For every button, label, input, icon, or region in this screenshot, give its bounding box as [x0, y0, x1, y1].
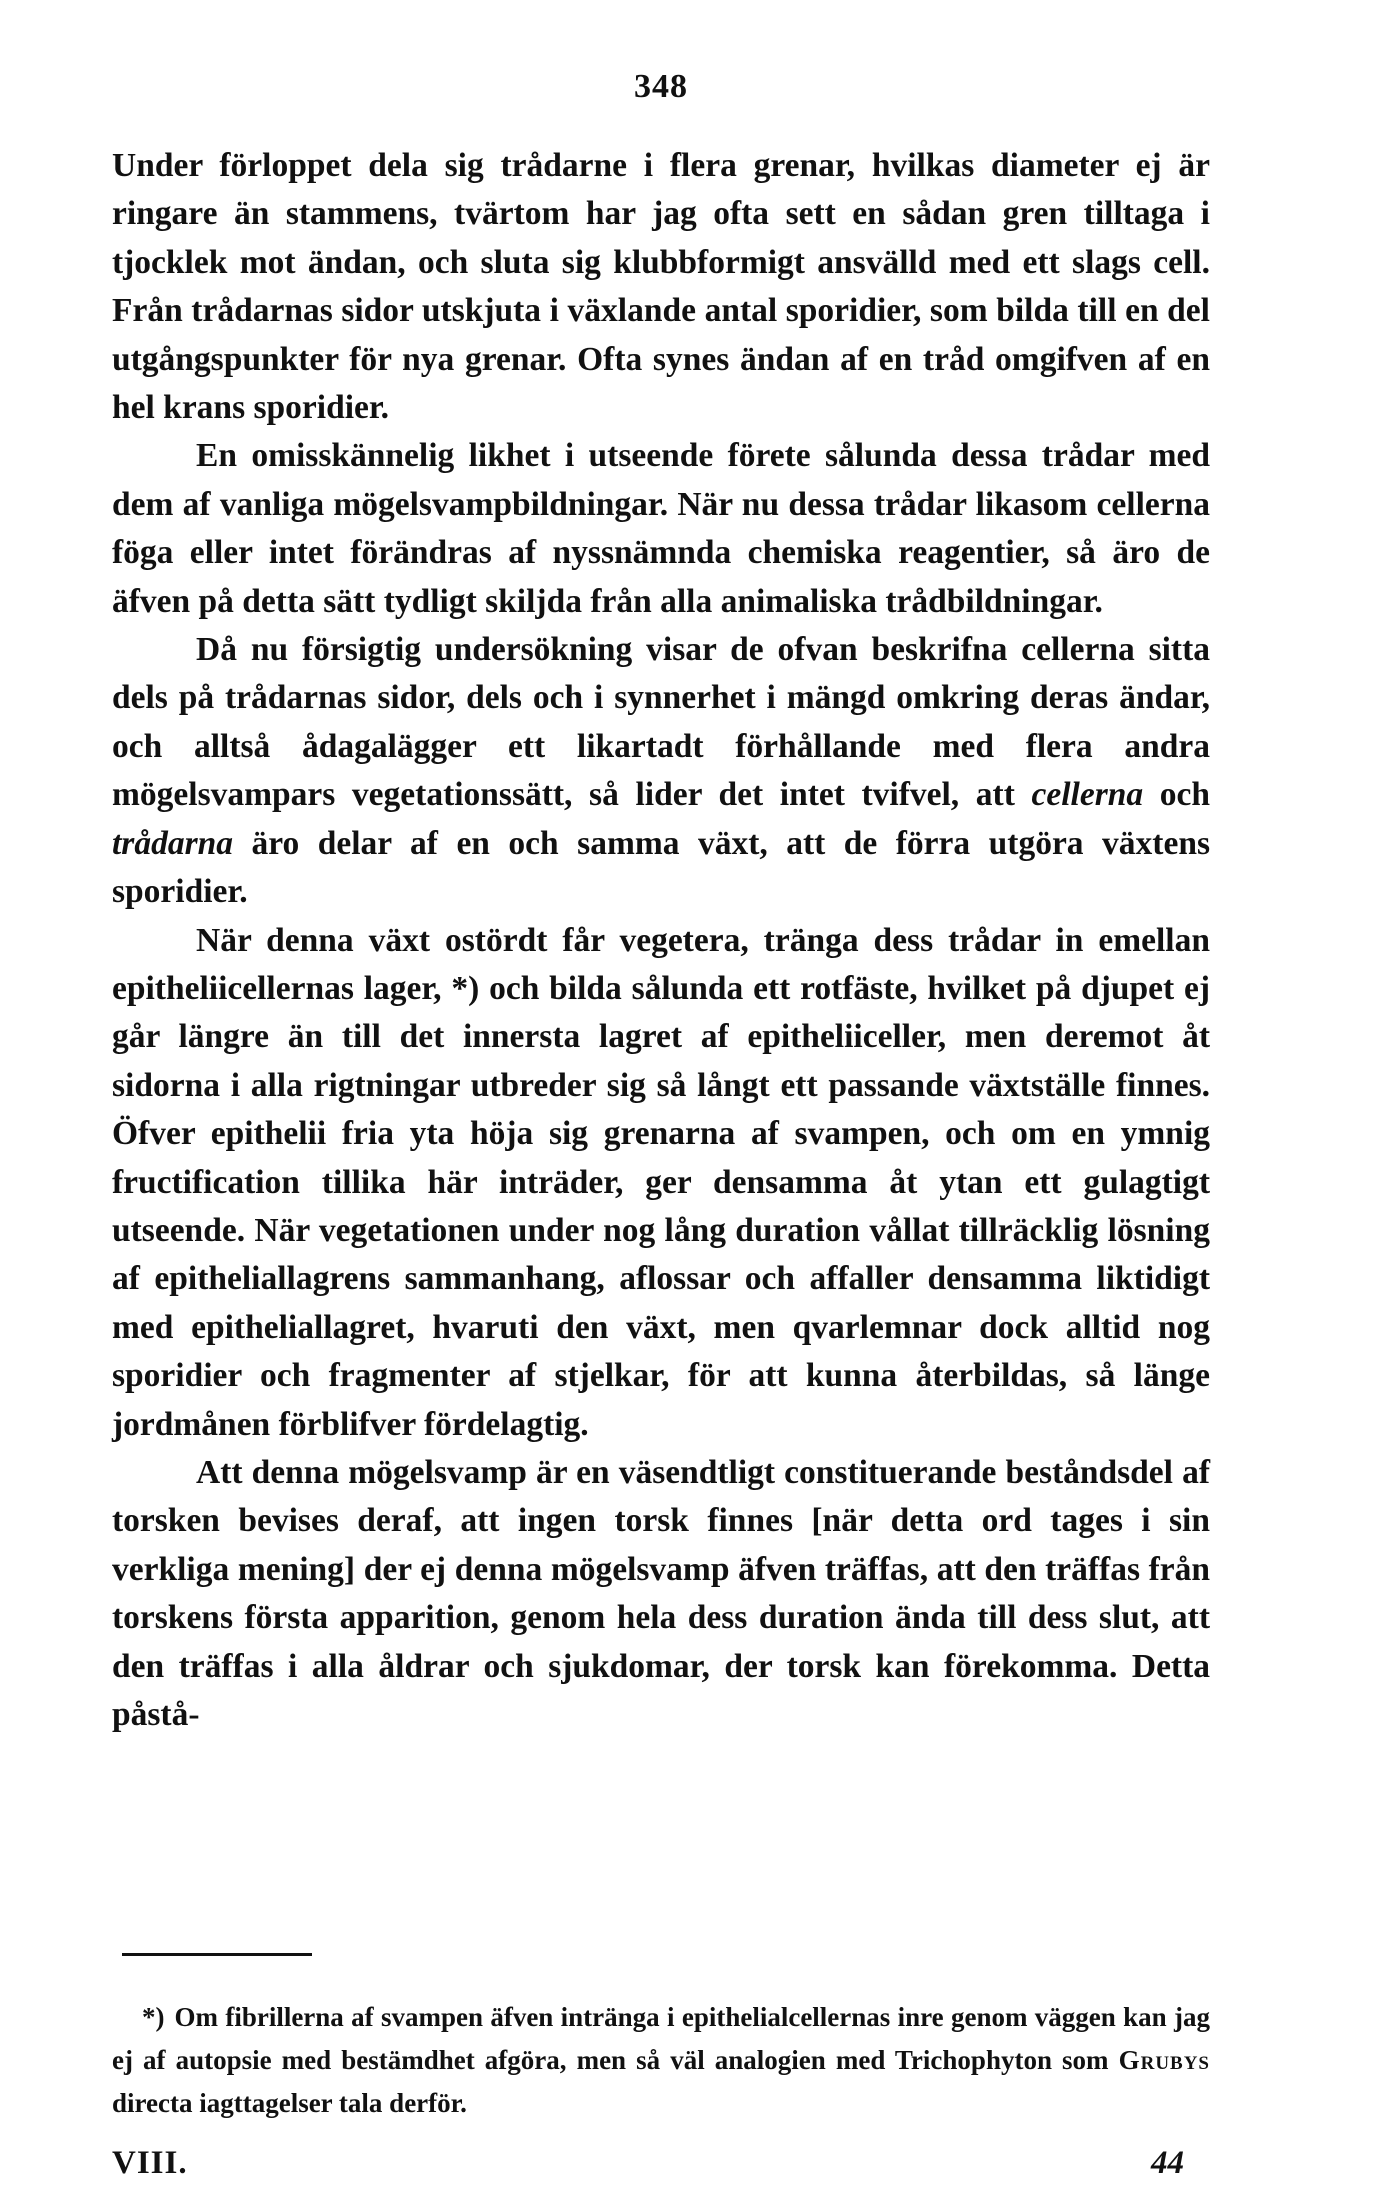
paragraph-4-part2: och bilda sålunda ett rotfäste, hvilket på djupet ej går längre än till det innersta lagret af epitheliiceller, men deremot åt sidorna i alla rigtningar utbreder sig så långt ett passande växtställe finnes. Öfver epithelii fria yta höja sig grenarna af svampen, och om en ymnig fructification tillika här inträder, ger densamma åt ytan ett gulagtigt utseende. När vegetationen under nog lång duration vållat tillräcklig lösning af epitheliallagrens sammanhang, aflossar och affaller densamma liktidigt med epitheliallagret, hvaruti den växt, men qvarlemnar dock alltid nog sporidier och fragmenter af stjelkar, för att kunna återbildas, så länge jordmånen förblifver fördelagtig.: [112, 969, 1210, 1443]
paragraph-4: [112, 917, 1210, 1449]
footnote-mark: *): [142, 2002, 165, 2032]
paragraph-5: Att denna mögelsvamp är en väsendtligt constituerande beståndsdel af torsken bevises deraf, att ingen torsk finnes [när detta ord tages i sin verkliga mening] der ej denna mögelsvamp äfven träffas, att den träffas från torskens första apparition, genom hela dess duration ända till dess slut, att den träffas i alla åldrar och sjukdomar, der torsk kan förekomma. Detta påstå-: [112, 1453, 1210, 1733]
footnote-divider: [122, 1953, 312, 1956]
paragraph-4-part1: När denna växt ostördt får vegetera, tränga dess trådar in emellan epitheliicellernas lager,: [112, 921, 1210, 1007]
paragraph-3-part1: Då nu försigtig undersökning visar de ofvan beskrifna cellerna sitta dels på trådarnas sidor, dels och i synnerhet i mängd omkring deras ändar, och alltså ådagalägger ett likartadt förhållande med flera andra mögelsvampars vegetationssätt, så lider det intet tvifvel, att: [112, 631, 1210, 814]
signature-mark: VIII.: [112, 2145, 188, 2181]
term-cellerna: cellerna: [1031, 776, 1144, 814]
footnote-part2: directa iagttagelser tala derför.: [112, 2088, 467, 2118]
body-text: [112, 142, 1210, 1739]
paragraph-3-part2: äro delar af en och samma växt, att de förra utgöra växtens sporidier.: [112, 824, 1210, 911]
footnote-author-name: Grubys: [1118, 2045, 1210, 2075]
signature-number: 44: [1151, 2145, 1184, 2181]
paragraph-1: Under förloppet dela sig trådarne i flera grenar, hvilkas diameter ej är ringare än stammens, tvärtom har jag ofta sett en sådan gren tilltaga i tjocklek mot ändan, och sluta sig klubbformigt ansvälld med ett slags cell. Från trådarnas sidor utskjuta i växlande antal sporidier, som bilda till en del utgångspunkter för nya grenar. Ofta synes ändan af en tråd omgifven af en hel krans sporidier.: [112, 147, 1210, 427]
paragraph-3: [112, 626, 1210, 916]
footnote: [112, 1996, 1210, 2125]
paragraph-3-mid: och: [1143, 776, 1210, 814]
footnote-part1: Om fibrillerna af svampen äfven intränga i epithelialcellernas inre genom väggen kan jag ej af autopsie med bestämdhet afgöra, men så väl analogien med Trichophyton som: [112, 2002, 1210, 2075]
page: [112, 0, 1210, 2188]
page-number: 348: [634, 68, 688, 105]
term-tradarna: trådarna: [112, 824, 234, 862]
paragraph-2: En omisskännelig likhet i utseende förete sålunda dessa trådar med dem af vanliga mögelsvampbildningar. När nu dessa trådar likasom cellerna föga eller intet förändras af nyssnämnda chemiska reagentier, så äro de äfven på detta sätt tydligt skiljda från alla animaliska trådbildningar.: [112, 437, 1210, 620]
footnote-reference[interactable]: *): [441, 969, 480, 1007]
